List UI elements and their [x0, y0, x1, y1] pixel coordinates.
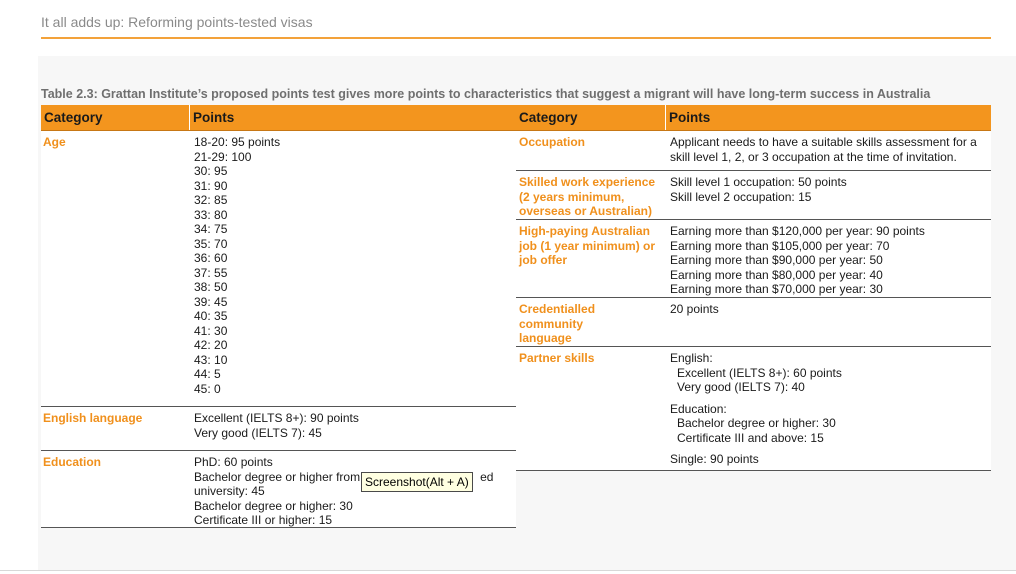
education-points-occluded-tail: ed [480, 469, 494, 484]
category-line: job (1 year minimum) or [519, 238, 656, 253]
category-age: Age [43, 135, 66, 149]
age-points-line: 30: 95 [194, 164, 228, 178]
category-line: (2 years minimum, [519, 189, 625, 204]
header-rule [41, 37, 991, 39]
age-points-line: 41: 30 [194, 323, 228, 338]
education-points-line: university: 45 [194, 484, 265, 498]
age-points-line: 44: 5 [194, 367, 221, 381]
header-points: Points [669, 110, 711, 125]
points-age [190, 131, 516, 406]
partner-english-heading: English: [670, 351, 713, 365]
table-row-english [41, 407, 516, 451]
category-partner-skills: Partner skills [519, 351, 595, 365]
category-credentialled-language [516, 298, 666, 346]
table-caption: Table 2.3: Grattan Institute’s proposed points test gives more points to characteristics that suggest a migrant will have long-term success in Australia [41, 87, 931, 101]
screenshot-tooltip: Screenshot(Alt + A) [361, 472, 473, 492]
points-occupation [666, 131, 991, 170]
table-row-age [41, 131, 516, 407]
skilled-work-points-line: Skill level 1 occupation: 50 points [670, 175, 847, 189]
table-row-skilled-work [516, 171, 991, 220]
high-paying-points-line: Earning more than $120,000 per year: 90 points [670, 224, 925, 238]
age-points-line: 21-29: 100 [194, 149, 252, 164]
age-points-line: 32: 85 [194, 193, 228, 207]
category-line: language [519, 331, 572, 345]
points-partner-skills [666, 347, 991, 470]
category-line: overseas or Australian) [519, 204, 652, 218]
table-left [41, 105, 516, 528]
table-header-left [41, 105, 516, 131]
age-points-line: 37: 55 [194, 265, 228, 280]
age-points-line: 18-20: 95 points [194, 135, 281, 149]
category-education: Education [43, 455, 102, 469]
table-row-credentialled-language [516, 298, 991, 347]
credentialled-points-line: 20 points [670, 302, 719, 316]
page-bottom-divider [0, 570, 1016, 571]
table-row-high-paying-job [516, 220, 991, 298]
age-points-line: 31: 90 [194, 178, 228, 193]
partner-education-item: Certificate III and above: 15 [677, 430, 824, 445]
high-paying-points-line: Earning more than $70,000 per year: 30 [670, 282, 883, 296]
points-credentialled-language [666, 298, 991, 346]
table-row-partner-skills [516, 347, 991, 471]
category-line: Credentialled [519, 302, 596, 316]
age-points-line: 42: 20 [194, 338, 228, 352]
occupation-points-line: skill level 1, 2, or 3 occupation at the time of invitation. [670, 149, 957, 164]
category-line: job offer [519, 253, 567, 267]
category-line: High-paying Australian [519, 224, 650, 238]
header-category: Category [41, 105, 190, 130]
category-skilled-work [516, 171, 666, 219]
partner-single-points: Single: 90 points [670, 452, 759, 466]
partner-education-heading: Education: [670, 401, 727, 416]
education-points-line: Certificate III or higher: 15 [194, 513, 333, 527]
age-points-line: 35: 70 [194, 236, 228, 251]
education-points-text: Bachelor degree or higher from [194, 469, 361, 484]
education-points-line: Bachelor degree or higher: 30 [194, 498, 353, 513]
age-points-line: 39: 45 [194, 294, 228, 309]
age-points-line: 43: 10 [194, 352, 228, 367]
age-points-line: 40: 35 [194, 309, 228, 323]
points-english [190, 407, 516, 450]
partner-english-item: Excellent (IELTS 8+): 60 points [677, 365, 842, 380]
skilled-work-points-line: Skill level 2 occupation: 15 [670, 189, 812, 204]
age-points-line: 45: 0 [194, 381, 221, 396]
category-occupation: Occupation [519, 135, 586, 149]
category-english: English language [43, 411, 143, 425]
education-points-line: PhD: 60 points [194, 455, 273, 469]
high-paying-points-line: Earning more than $90,000 per year: 50 [670, 253, 883, 267]
header-category: Category [516, 105, 666, 130]
age-points-line: 38: 50 [194, 280, 228, 294]
high-paying-points-line: Earning more than $80,000 per year: 40 [670, 267, 883, 282]
category-line: community [519, 316, 584, 331]
age-points-line: 34: 75 [194, 222, 228, 236]
table-row-occupation [516, 131, 991, 171]
category-line: Skilled work experience [519, 175, 656, 189]
age-points-line: 36: 60 [194, 251, 228, 265]
high-paying-points-line: Earning more than $105,000 per year: 70 [670, 238, 890, 253]
category-high-paying-job [516, 220, 666, 297]
age-points-line: 33: 80 [194, 207, 228, 222]
occupation-points-line: Applicant needs to have a suitable skills assessment for a [670, 135, 977, 149]
table-right [516, 105, 991, 471]
points-high-paying-job [666, 220, 991, 297]
partner-english-item: Very good (IELTS 7): 40 [677, 380, 805, 394]
partner-education-item: Bachelor degree or higher: 30 [677, 416, 836, 430]
english-points-line: Very good (IELTS 7): 45 [194, 425, 322, 440]
table-header-right [516, 105, 991, 131]
english-points-line: Excellent (IELTS 8+): 90 points [194, 411, 359, 425]
points-skilled-work [666, 171, 991, 219]
running-head: It all adds up: Reforming points-tested visas [41, 14, 313, 30]
header-points: Points [193, 110, 235, 125]
